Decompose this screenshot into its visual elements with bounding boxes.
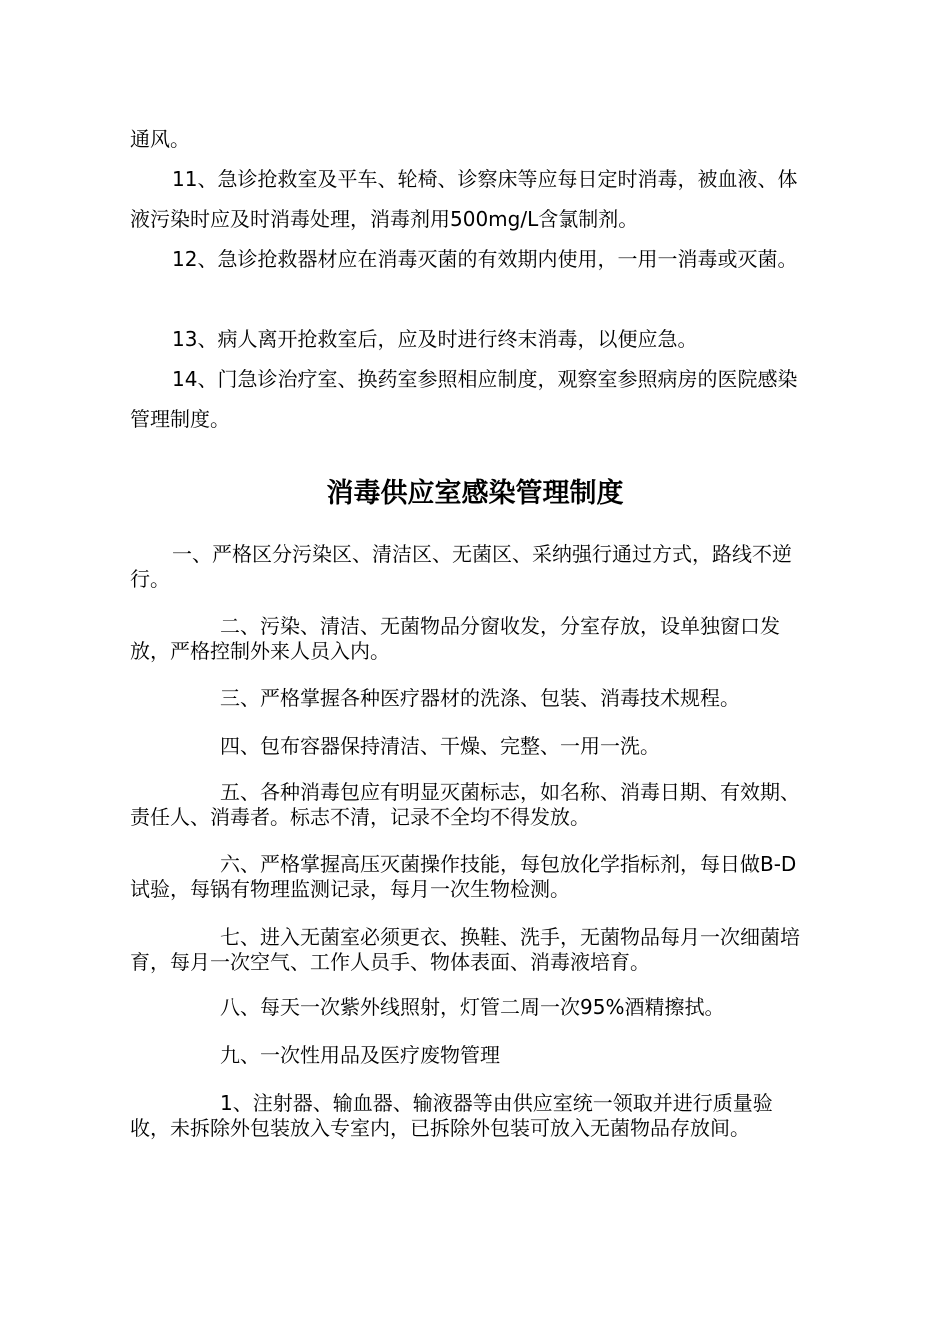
paragraph-carryover: 通风。 — [130, 127, 190, 151]
paragraph-14: 14、门急诊治疗室、换药室参照相应制度，观察室参照病房的医院感染管理制度。 — [130, 367, 798, 431]
section-title: 消毒供应室感染管理制度 — [326, 478, 624, 509]
rule-5: 五、各种消毒包应有明显灭菌标志，如名称、消毒日期、有效期、责任人、消毒者。标志不清，记录不全均不得发放。 — [130, 780, 800, 829]
rule-2: 二、污染、清洁、无菌物品分窗收发，分室存放，设单独窗口发放，严格控制外来人员入内。 — [130, 614, 780, 663]
rule-3: 三、严格掌握各种医疗器材的洗涤、包装、消毒技术规程。 — [220, 686, 740, 710]
rule-7: 七、进入无菌室必须更衣、换鞋、洗手，无菌物品每月一次细菌培育，每月一次空气、工作人员手、物体表面、消毒液培育。 — [130, 925, 800, 974]
rule-4: 四、包布容器保持清洁、干燥、完整、一用一洗。 — [220, 734, 660, 758]
rule-9: 九、一次性用品及医疗废物管理 — [220, 1043, 500, 1067]
rule-1: 一、严格区分污染区、清洁区、无菌区、采纳强行通过方式，路线不逆行。 — [130, 542, 792, 591]
paragraph-12: 12、急诊抢救器材应在消毒灭菌的有效期内使用，一用一消毒或灭菌。 — [172, 247, 798, 271]
paragraph-11: 11、急诊抢救室及平车、轮椅、诊察床等应每日定时消毒，被血液、体液污染时应及时消毒处理，消毒剂用500mg/L含氯制剂。 — [130, 167, 798, 231]
rule-8: 八、每天一次紫外线照射，灯管二周一次95%酒精擦拭。 — [220, 995, 725, 1019]
rule-6: 六、严格掌握高压灭菌操作技能，每包放化学指标剂，每日做B-D试验，每锅有物理监测记录，每月一次生物检测。 — [130, 852, 797, 901]
paragraph-13: 13、病人离开抢救室后，应及时进行终末消毒，以便应急。 — [172, 327, 698, 351]
rule-9-item-1: 1、注射器、输血器、输液器等由供应室统一领取并进行质量验收，未拆除外包装放入专室内，已拆除外包装可放入无菌物品存放间。 — [130, 1091, 773, 1140]
